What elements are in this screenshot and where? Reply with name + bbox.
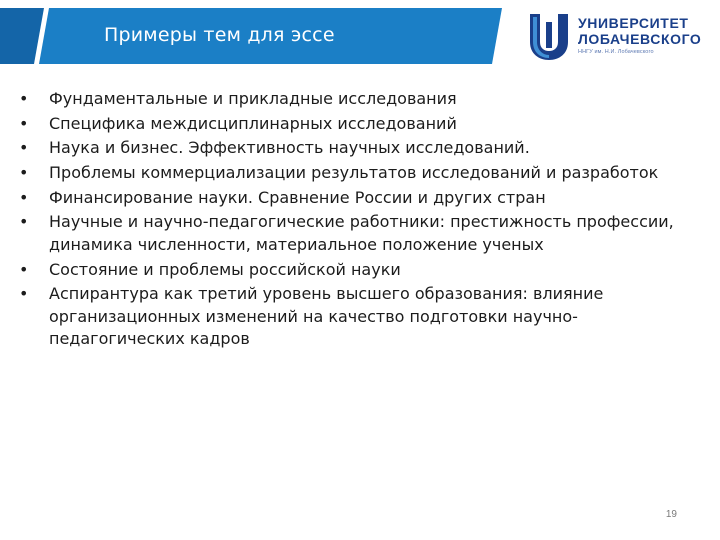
list-item (0, 283, 700, 351)
topic-list (0, 88, 700, 353)
list-item (0, 137, 700, 160)
page-title: Примеры тем для эссе (104, 24, 335, 46)
logo-text-line2: ЛОБАЧЕВСКОГО (578, 31, 702, 47)
bullet-icon: • (19, 89, 29, 108)
bullet-icon: • (19, 284, 29, 304)
list-item (0, 162, 700, 185)
list-item-text: Научные и научно-педагогические работники: престижность профессии, динамика численности, материальное положение ученых (49, 212, 674, 254)
list-item-text: Наука и бизнес. Эффективность научных исследований. (49, 138, 530, 158)
list-item (0, 88, 700, 111)
list-item-text: Специфика междисциплинарных исследований (49, 113, 457, 133)
list-item-text: Состояние и проблемы российской науки (49, 259, 401, 279)
list-item-text: Фундаментальные и прикладные исследования (49, 89, 457, 108)
header-bar-left-segment (0, 8, 44, 64)
list-item-text: Финансирование науки. Сравнение России и других стран (49, 187, 546, 207)
bullet-icon: • (19, 187, 29, 207)
university-logo (526, 12, 706, 62)
bullet-icon: • (19, 259, 29, 279)
bullet-icon: • (19, 113, 29, 133)
list-item (0, 211, 700, 256)
list-item (0, 187, 700, 210)
list-item (0, 259, 700, 282)
logo-subtitle: ННГУ им. Н.И. Лобачевского (578, 49, 654, 55)
list-item (0, 113, 700, 136)
unn-logo-icon (526, 12, 572, 62)
list-item-text: Проблемы коммерциализации результатов исследований и разработок (49, 163, 659, 183)
logo-text-line1: УНИВЕРСИТЕТ (578, 15, 689, 31)
page-number: 19 (665, 509, 677, 520)
bullet-icon: • (19, 212, 29, 232)
list-item-text: Аспирантура как третий уровень высшего образования: влияние организационных изменений на качество подготовки научно-педагогических кадров (49, 284, 604, 349)
bullet-icon: • (19, 163, 29, 183)
bullet-icon: • (19, 138, 29, 158)
